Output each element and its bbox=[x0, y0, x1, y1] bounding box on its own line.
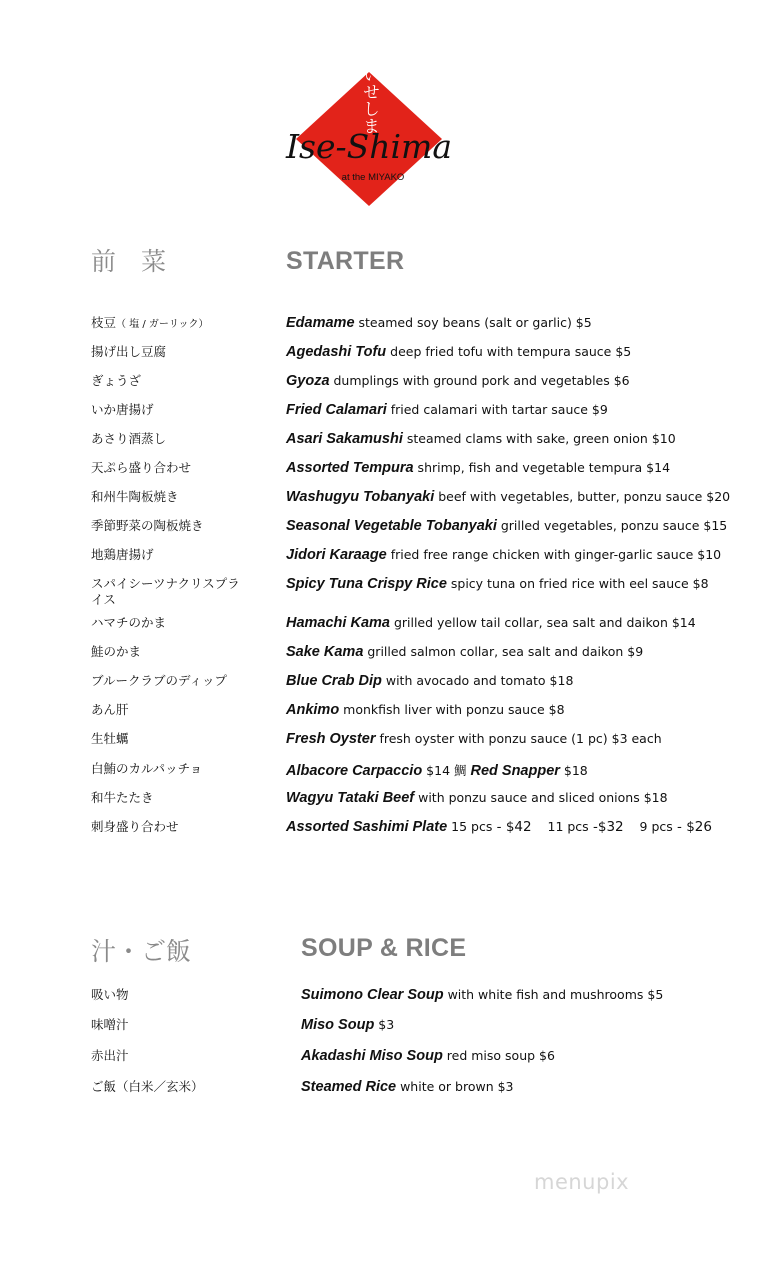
item-en-desc: Blue Crab Dip with avocado and tomato $18 bbox=[286, 673, 574, 689]
item-en-desc: Jidori Karaage fried free range chicken with ginger-garlic sauce $10 bbox=[286, 547, 722, 563]
item-en-desc: Fried Calamari fried calamari with tartar sauce $9 bbox=[286, 402, 608, 418]
item-en-desc: Edamame steamed soy beans (salt or garlic) $5 bbox=[286, 315, 592, 331]
soup-title-en: SOUP & RICE bbox=[301, 934, 467, 962]
item-jp-name: 枝豆（ 塩 / ガーリック） bbox=[91, 315, 209, 330]
item-jp-name: 地鶏唐揚げ bbox=[91, 547, 154, 562]
logo-tagline: at the MIYAKO bbox=[341, 172, 405, 183]
item-jp-name: スパイシーツナクリスプライス bbox=[91, 576, 240, 607]
item-jp-name: 季節野菜の陶板焼き bbox=[91, 518, 204, 533]
starter-title-jp: 前 菜 bbox=[91, 247, 167, 276]
item-jp-name: ご飯（白米／玄米） bbox=[91, 1079, 204, 1094]
item-jp-name: 和州牛陶板焼き bbox=[91, 489, 179, 504]
item-jp-name: ハマチのかま bbox=[91, 615, 167, 630]
item-jp-name: 白鮪のカルパッチョ bbox=[91, 761, 203, 776]
item-en-desc: Spicy Tuna Crispy Rice spicy tuna on fried rice with eel sauce $8 bbox=[286, 576, 709, 592]
item-jp-name: ブルークラブのディップ bbox=[91, 673, 228, 688]
item-jp-name: 和牛たたき bbox=[91, 790, 154, 805]
soup-title-jp: 汁・ご飯 bbox=[91, 937, 192, 966]
starter-title-en: STARTER bbox=[286, 247, 405, 275]
item-en-desc: Fresh Oyster fresh oyster with ponzu sauce (1 pc) $3 each bbox=[286, 731, 662, 747]
item-en-desc: Asari Sakamushi steamed clams with sake, green onion $10 bbox=[286, 431, 676, 447]
logo-japanese: いせしま bbox=[359, 66, 379, 134]
item-en-desc: Hamachi Kama grilled yellow tail collar, sea salt and daikon $14 bbox=[286, 615, 696, 631]
item-en-desc: Sake Kama grilled salmon collar, sea salt and daikon $9 bbox=[286, 644, 644, 660]
item-en-desc: Seasonal Vegetable Tobanyaki grilled vegetables, ponzu sauce $15 bbox=[286, 518, 728, 534]
item-jp-name: いか唐揚げ bbox=[91, 402, 154, 417]
item-jp-name: ぎょうざ bbox=[91, 373, 142, 388]
item-en-desc: Assorted Sashimi Plate 15 pcs - $42 11 pcs -$32 9 pcs - $26 bbox=[286, 819, 712, 835]
item-en-desc: Washugyu Tobanyaki beef with vegetables, butter, ponzu sauce $20 bbox=[286, 489, 731, 505]
item-en-desc: Steamed Rice white or brown $3 bbox=[301, 1079, 514, 1095]
item-jp-name: 味噌汁 bbox=[91, 1017, 129, 1032]
item-en-desc: Miso Soup $3 bbox=[301, 1017, 395, 1033]
item-en-desc: Wagyu Tataki Beef with ponzu sauce and sliced onions $18 bbox=[286, 790, 668, 806]
item-jp-name: 天ぷら盛り合わせ bbox=[91, 460, 192, 475]
logo-brand: Ise-Shima bbox=[285, 127, 453, 166]
item-jp-name: 赤出汁 bbox=[91, 1048, 129, 1063]
item-en-desc: Suimono Clear Soup with white fish and mushrooms $5 bbox=[301, 987, 664, 1003]
item-en-desc: Albacore Carpaccio $14 鯛 Red Snapper $18 bbox=[286, 763, 588, 779]
item-en-desc: Ankimo monkfish liver with ponzu sauce $8 bbox=[286, 702, 565, 718]
item-jp-name: 鮭のかま bbox=[91, 644, 142, 659]
item-jp-name: 生牡蠣 bbox=[91, 731, 129, 746]
item-jp-name: 揚げ出し豆腐 bbox=[91, 344, 167, 359]
item-jp-name: 刺身盛り合わせ bbox=[91, 819, 179, 834]
item-en-desc: Gyoza dumplings with ground pork and vegetables $6 bbox=[286, 373, 630, 389]
item-en-desc: Agedashi Tofu deep fried tofu with tempura sauce $5 bbox=[286, 344, 632, 360]
item-jp-name: あん肝 bbox=[91, 702, 129, 717]
item-jp-name: あさり酒蒸し bbox=[91, 431, 167, 446]
item-en-desc: Assorted Tempura shrimp, fish and vegetable tempura $14 bbox=[286, 460, 671, 476]
watermark: menupix bbox=[534, 1170, 630, 1194]
item-jp-name: 吸い物 bbox=[91, 987, 129, 1002]
restaurant-logo bbox=[285, 66, 453, 206]
item-en-desc: Akadashi Miso Soup red miso soup $6 bbox=[301, 1048, 555, 1064]
